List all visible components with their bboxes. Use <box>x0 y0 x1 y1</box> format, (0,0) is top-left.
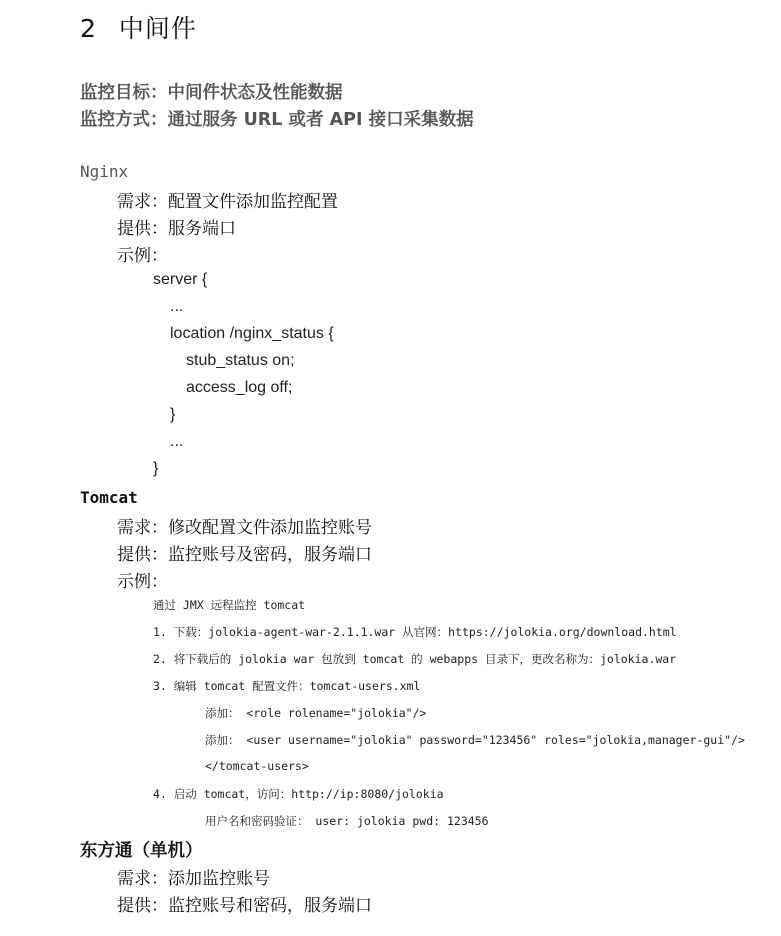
code-line: ... <box>170 298 184 315</box>
tomcat-step: 1. 下载：jolokia-agent-war-2.1.1.war 从官网：https://jolokia.org/download.html <box>153 625 677 639</box>
tomcat-substep: 添加： <user username="jolokia" password="123456" roles="jolokia,manager-gui"/> <box>205 733 745 747</box>
code-line: location /nginx_status { <box>170 325 334 342</box>
dongfangtong-requirement: 需求：添加监控账号 <box>117 869 270 889</box>
code-line: access_log off; <box>186 379 293 396</box>
dongfangtong-title: 东方通（单机） <box>80 841 203 861</box>
nginx-provide: 提供：服务端口 <box>117 219 236 239</box>
code-line: } <box>153 460 159 477</box>
tomcat-requirement: 需求：修改配置文件添加监控账号 <box>117 518 372 538</box>
tomcat-step: 4. 启动 tomcat，访问：http://ip:8080/jolokia <box>153 787 444 801</box>
tomcat-step: 通过 JMX 远程监控 tomcat <box>153 598 306 612</box>
section-number: 2 <box>80 14 97 43</box>
monitor-method: 监控方式：通过服务 URL 或者 API 接口采集数据 <box>80 110 474 130</box>
tomcat-title: Tomcat <box>80 488 138 507</box>
tomcat-example-label: 示例： <box>117 572 168 592</box>
nginx-example-label: 示例： <box>117 246 168 266</box>
nginx-requirement: 需求：配置文件添加监控配置 <box>117 192 338 212</box>
monitor-goal: 监控目标：中间件状态及性能数据 <box>80 83 343 103</box>
code-line: ... <box>170 433 184 450</box>
tomcat-substep: 用户名和密码验证： user: jolokia pwd: 123456 <box>205 814 489 828</box>
section-title: 中间件 <box>118 14 197 43</box>
code-line: stub_status on; <box>186 352 295 369</box>
tomcat-step: 2. 将下载后的 jolokia war 包放到 tomcat 的 webapps 目录下，更改名称为：jolokia.war <box>153 652 677 666</box>
tomcat-provide: 提供：监控账号及密码，服务端口 <box>117 545 372 565</box>
tomcat-step: 3. 编辑 tomcat 配置文件：tomcat-users.xml <box>153 679 421 693</box>
tomcat-substep: 添加： <role rolename="jolokia"/> <box>205 706 427 720</box>
code-line: server { <box>153 271 208 288</box>
code-line: } <box>170 406 176 423</box>
tomcat-substep: </tomcat-users> <box>205 759 309 773</box>
dongfangtong-provide: 提供：监控账号和密码，服务端口 <box>117 896 372 916</box>
nginx-title: Nginx <box>80 162 129 181</box>
section-heading <box>80 9 197 45</box>
